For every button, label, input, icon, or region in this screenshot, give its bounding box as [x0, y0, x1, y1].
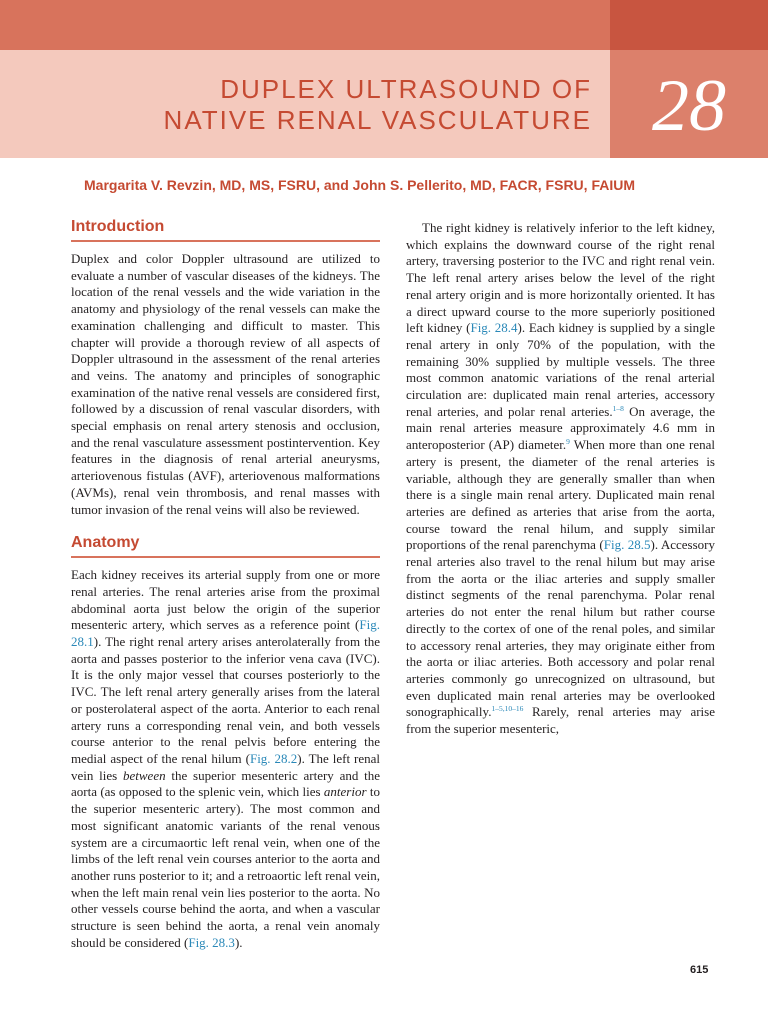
figure-link-28-1[interactable]: Fig. 28.1	[71, 617, 380, 650]
text-run: to the superior mesenteric artery). The most common and most significant anatomic variants of the renal venous system are a circumaortic left renal vein, when one of the limbs of the left renal vein courses anterior to the aorta and another runs posterior to it; and a retroaortic left renal vein, when the left main renal vein lies posterior to the aorta. No other vessels course behind the aorta, and when a vascular structure is seen behind the aorta, a renal vein anomaly should be considered (	[71, 784, 380, 950]
top-color-band-right	[610, 0, 768, 50]
citation-ref[interactable]: 1–8	[612, 403, 624, 413]
section-heading-anatomy: Anatomy	[71, 533, 380, 558]
emphasis-text: anterior	[323, 784, 367, 800]
right-column	[406, 220, 715, 738]
text-run: On average, the main renal arteries measure approximately 4.6 mm in anteroposterior (AP) diameter.	[406, 403, 715, 453]
text-run: ). The left renal vein lies	[71, 750, 381, 783]
text-run: ). Accessory renal arteries also travel to the renal hilum but may arise from the aorta or the iliac arteries and supply smaller distinct segments of the renal parenchyma. Polar renal arteries do not enter the renal hilum but rather course directly to the cortex of one of the renal poles, and similar to accessory renal arteries, they may originate either from the aorta or iliac arteries. Both accessory and polar renal arteries commonly go unrecognized on ultrasound, but even duplicated main renal arteries may be overlooked sonographically.	[406, 537, 716, 720]
chapter-number: 28	[652, 65, 726, 147]
intro-paragraph: Duplex and color Doppler ultrasound are utilized to evaluate a number of vascular diseases of the kidneys. The location of the renal vessels and the wide variation in the anatomy and physiology of the renal vessels can make the examination challenging and difficult to master. This chapter will provide a thorough review of all aspects of Doppler ultrasound in the assessment of the renal arteries and veins. The anatomy and principles of sonographic examination of the native renal vessels are considered first, followed by a discussion of renal vascular disorders, with special emphasis on renal artery stenosis and occlusion, and the renal vasculature assessment postintervention. Key features in the diagnosis of renal arterial aneurysms, arteriovenous fistulas (AVF), arteriovenous malformations (AVMs), renal vein thrombosis, and renal masses with tumor invasion of the renal veins will also be reviewed.	[71, 251, 380, 517]
chapter-title	[164, 74, 592, 136]
citation-ref[interactable]: 1–5,10–16	[491, 704, 524, 714]
text-run: ). The right renal artery arises anterolaterally from the aorta and passes posterior to the inferior vena cava (IVC). It is the only major vessel that courses posteriorly to the IVC. The left renal artery generally arises from the lateral or posterolateral aspect of the aorta. Anterior to each renal artery runs a corresponding renal vein, and both vessels course anterior to the renal pelvis before entering the medial aspect of the renal hilum (	[71, 634, 380, 766]
figure-link-28-4[interactable]: Fig. 28.4	[470, 320, 518, 336]
text-run: When more than one renal artery is present, the diameter of the renal arteries is variable, although they are generally smaller than when there is a single main renal artery. Duplicated main renal arteries are defined as arteries that arise from the aorta, course toward the renal hilum, and supply similar proportions of the renal parenchyma (	[406, 437, 715, 553]
text-run: Each kidney receives its arterial supply from one or more renal arteries. The renal arteries arise from the proximal abdominal aorta just below the origin of the superior mesenteric artery, which serves as a reference point (	[71, 567, 380, 633]
text-run: ).	[234, 934, 243, 950]
chapter-title-line-1: DUPLEX ULTRASOUND OF	[220, 74, 592, 104]
chapter-authors: Margarita V. Revzin, MD, MS, FSRU, and John S. Pellerito, MD, FACR, FSRU, FAIUM	[84, 177, 635, 193]
anatomy-paragraph-2	[406, 220, 715, 738]
figure-link-28-5[interactable]: Fig. 28.5	[603, 537, 651, 553]
figure-link-28-2[interactable]: Fig. 28.2	[249, 750, 298, 766]
text-run: ). Each kidney is supplied by a single renal artery in only 70% of the population, with the remaining 30% supplied by multiple vessels. The three most common anatomic variations of the renal arterial circulation are: duplicated main renal arteries, accessory renal arteries, and polar renal arteries.	[406, 320, 715, 419]
figure-link-28-3[interactable]: Fig. 28.3	[188, 934, 235, 950]
text-run: Rarely, renal arteries may arise from the superior mesenteric,	[406, 704, 715, 737]
text-run: the superior mesenteric artery and the aorta (as opposed to the splenic vein, which lies	[71, 767, 381, 800]
left-column	[71, 217, 380, 951]
anatomy-paragraph-1	[71, 567, 380, 951]
chapter-title-line-2: NATIVE RENAL VASCULATURE	[163, 105, 592, 135]
text-run: The right kidney is relatively inferior to the left kidney, which explains the downward course of the right renal artery, traversing posterior to the IVC and right renal vein. The left renal artery arises below the level of the right renal artery origin and is more horizontally oriented. It has a direct upward course to the more superiorly positioned left kidney (	[406, 220, 715, 336]
emphasis-text: between	[123, 767, 166, 783]
page-number: 615	[690, 964, 709, 976]
section-heading-introduction: Introduction	[71, 217, 380, 242]
citation-ref[interactable]: 9	[566, 437, 570, 447]
